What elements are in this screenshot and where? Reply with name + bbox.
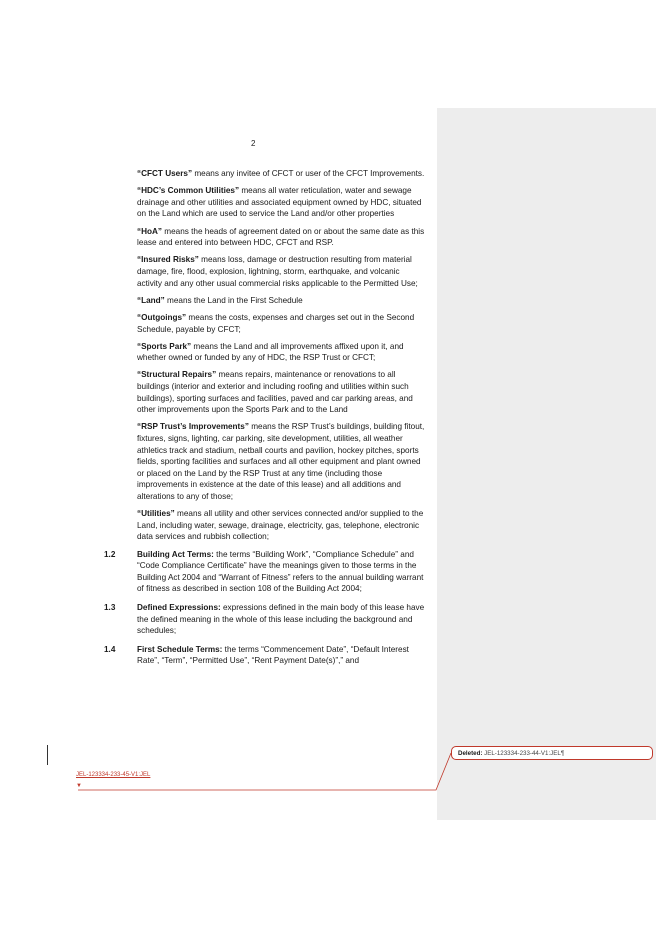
insertion-mark-icon: ▼ [76, 783, 82, 789]
deleted-value: JEL-123334-233-44-V1:JEL¶ [482, 750, 565, 757]
definition-term: “HoA” [137, 226, 163, 236]
definition-term: “CFCT Users” [137, 169, 193, 178]
definition-term: “HDC’s Common Utilities” [137, 186, 240, 196]
definition-item [137, 312, 426, 335]
definition-text: means loss, damage or destruction resulting from material damage, fire, flood, explosion, lightning, storm, earthquake, and volcanic activity and any other usual commercial risks applicable to the Permitted Use; [137, 255, 418, 288]
definition-term: “Utilities” [137, 509, 175, 519]
document-body [104, 168, 426, 674]
definition-term: “Sports Park” [137, 341, 192, 351]
clause-number: 1.3 [104, 602, 116, 612]
clause-number: 1.4 [104, 644, 116, 654]
clause-heading: First Schedule Terms: [137, 644, 223, 654]
definition-item [137, 168, 426, 180]
definition-text: means the costs, expenses and charges set out in the Second Schedule, payable by CFCT; [137, 312, 415, 334]
definitions-list [104, 168, 426, 543]
clause-text: expressions defined in the main body of this lease have the defined meaning in the whole of this lease including the background and schedules; [137, 602, 425, 636]
definition-text: means the Land in the First Schedule [164, 295, 303, 305]
clause-text: the terms “Commencement Date”, “Default Interest Rate”, “Term”, “Permitted Use”, “Rent Payment Date(s)”,” and [137, 644, 409, 666]
definition-item [137, 421, 426, 502]
definition-item [137, 226, 426, 249]
clauses-list [104, 549, 426, 667]
change-bar [47, 745, 48, 765]
definition-item [137, 254, 426, 289]
clause-heading: Defined Expressions: [137, 602, 221, 612]
definition-term: “Insured Risks” [137, 255, 199, 265]
definition-text: means the heads of agreement dated on or about the same date as this lease and entered into between HDC, CFCT and RSP. [137, 226, 425, 248]
clause-item [104, 602, 426, 637]
footer-doc-ref: JEL-123334-233-45-V1:JEL [76, 772, 151, 778]
definition-item [137, 341, 426, 364]
definition-term: “Land” [137, 295, 165, 305]
markup-pane [437, 108, 656, 820]
page-number: 2 [251, 139, 256, 148]
definition-text: means repairs, maintenance or renovations to all buildings (interior and exterior and including roofing and utilities within such buildings), sporting surfaces and facilities, paved and car parking areas, and other improvements upon the Sports Park and to the Land [137, 370, 413, 415]
deleted-comment-balloon[interactable] [451, 746, 653, 760]
definition-item [137, 508, 426, 543]
definition-text: means all utility and other services connected and/or supplied to the Land, including water, sewage, drainage, electricity, gas, telephone, electronic data services and rubbish collection; [137, 509, 424, 542]
definition-text: means the RSP Trust’s buildings, building fitout, fixtures, signs, lighting, car parking, site development, utilities, all weather athletics track and stadium, netball courts and pavilion, hockey pitches, sports fields, sporting facilities and surfaces and all other equipment and plant owned or placed on the Land by the RSP Trust at any time (including those improvements in existence at the date of this lease) and all additions and alterations to any of those; [137, 422, 425, 501]
definition-item [137, 295, 426, 307]
definition-text: means all water reticulation, water and sewage drainage and other utilities and associated equipment owned by HDC, situated on the Land which are used to service the Land and/or other properties [137, 186, 422, 219]
clause-text: the terms “Building Work”, “Compliance Schedule” and “Code Compliance Certificate” have the meanings given to those terms in the Building Act 2004 and “Warrant of Fitness” refers to the annual building warrant of fitness as described in section 108 of the Building Act 2004; [137, 549, 424, 594]
deleted-label: Deleted: [458, 750, 483, 757]
clause-item [104, 644, 426, 667]
definition-term: “Outgoings” [137, 312, 187, 322]
definition-item [137, 185, 426, 220]
definition-term: “Structural Repairs” [137, 370, 217, 380]
clause-heading: Building Act Terms: [137, 549, 214, 559]
clause-number: 1.2 [104, 549, 116, 559]
clause-item [104, 549, 426, 595]
definition-text: means any invitee of CFCT or user of the CFCT Improvements. [192, 169, 425, 178]
definition-item [137, 369, 426, 415]
definition-term: “RSP Trust’s Improvements” [137, 422, 249, 432]
definition-text: means the Land and all improvements affixed upon it, and whether owned or funded by any of HDC, the RSP Trust or CFCT; [137, 341, 404, 363]
